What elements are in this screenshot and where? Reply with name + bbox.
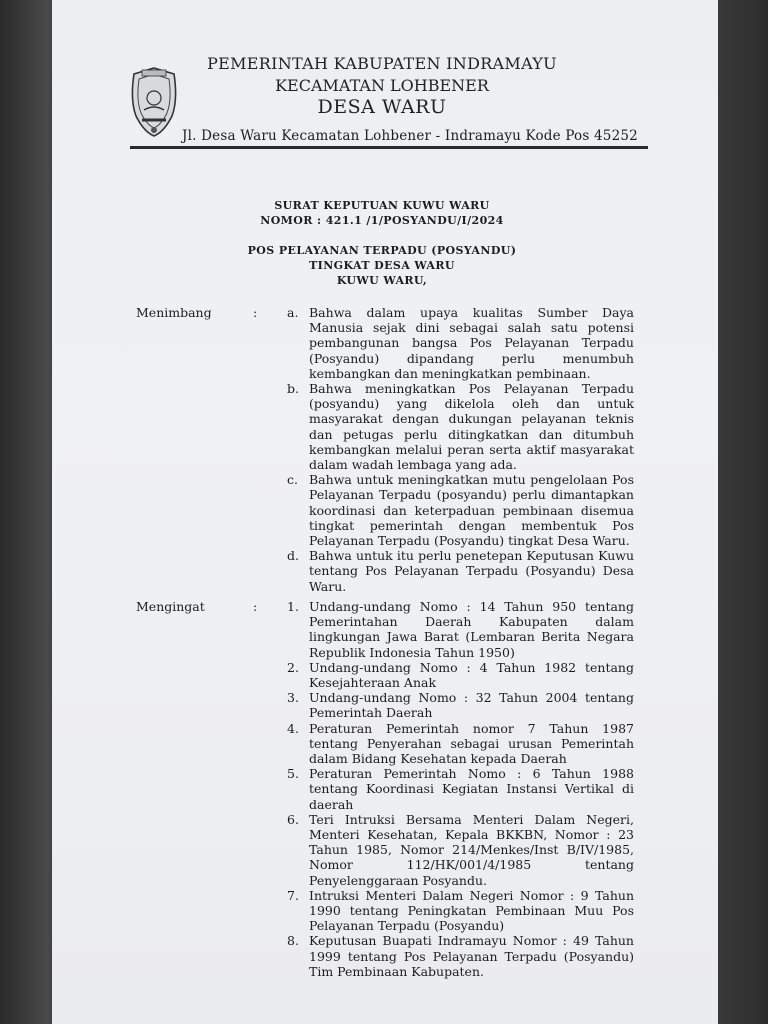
list-item — [287, 472, 634, 548]
item-text: Bahwa untuk meningkatkan mutu pengelolaan Pos Pelayanan Terpadu (posyandu) perlu dimantapkan koordinasi dan keterpaduan pembinaan disemua tingkat pemerintah dengan membentuk Pos Pelayanan Terpadu (Posyandu) tingkat Desa Waru. — [309, 472, 634, 549]
letterhead-line-1: PEMERINTAH KABUPATEN INDRAMAYU — [207, 54, 557, 73]
item-marker: c. — [287, 472, 298, 488]
item-text: Undang-undang Nomo : 4 Tahun 1982 tentang Kesejahteraan Anak — [309, 659, 634, 691]
item-marker: 8. — [287, 933, 299, 949]
letterhead-line-2: KECAMATAN LOHBENER — [275, 76, 489, 95]
menimbang-label: Menimbang — [136, 305, 212, 320]
item-marker: 1. — [287, 599, 299, 614]
item-text: Keputusan Buapati Indramayu Nomor : 49 Tahun 1999 tentang Pos Pelayanan Terpadu (Posyandu) Tim Pembinaan Kabupaten. — [309, 933, 634, 979]
item-text: Bahwa dalam upaya kualitas Sumber Daya Manusia sejak dini sebagai salah satu potensi pembangunan bangsa Pos Pelayanan Terpadu (Posyandu) dipandang perlu menumbuh kembangkan dan meningkatkan pembinaan. — [309, 305, 634, 381]
item-text: Teri Intruksi Bersama Menteri Dalam Negeri, Menteri Kesehatan, Kepala BKKBN, Nomor : 23 Tahun 1985, Nomor 214/Menkes/Inst B/IV/1985, Nomor 112/HK/001/4/1985 tentang Penyelenggaraan Posyandu. — [309, 811, 634, 888]
decree-subject-1: POS PELAYANAN TERPADU (POSYANDU) — [247, 244, 517, 257]
menimbang-colon: : — [253, 305, 258, 320]
item-marker: 4. — [287, 720, 299, 736]
item-marker: b. — [287, 381, 299, 397]
menimbang-list — [287, 305, 634, 594]
letterhead-rule — [130, 146, 648, 149]
item-text: Undang-undang Nomo : 32 Tahun 2004 tentang Pemerintah Daerah — [309, 690, 634, 721]
list-item — [287, 305, 634, 381]
item-marker: 3. — [287, 690, 299, 706]
list-item — [287, 548, 634, 594]
mengingat-label: Mengingat — [136, 599, 205, 614]
item-marker: 2. — [287, 659, 299, 675]
letterhead-line-3: DESA WARU — [317, 96, 447, 118]
item-text: Undang-undang Nomo : 14 Tahun 950 tentang Pemerintahan Daerah Kabupaten dalam lingkungan Jawa Barat (Lembaran Berita Negara Republik Indonesia Tahun 1950) — [309, 599, 634, 660]
item-marker: a. — [287, 305, 299, 320]
list-item — [287, 933, 634, 979]
list-item — [287, 888, 634, 934]
item-text: Peraturan Pemerintah nomor 7 Tahun 1987 tentang Penyerahan sebagai urusan Pemerintah dalam Bidang Kesehatan kepada Daerah — [309, 720, 634, 767]
letterhead-address: Jl. Desa Waru Kecamatan Lohbener - Indramayu Kode Pos 45252 — [182, 128, 638, 144]
decree-number: NOMOR : 421.1 /1/POSYANDU/I/2024 — [260, 214, 504, 227]
list-item — [287, 766, 634, 812]
list-item — [287, 690, 634, 720]
item-text: Bahwa meningkatkan Pos Pelayanan Terpadu (posyandu) yang dikelola oleh dan untuk masyarakat dengan dukungan pelayanan teknis dan petugas perlu ditingkatkan dan ditumbuh kembangkan melalui peran serta aktif masyarakat dalam wadah lembaga yang ada. — [309, 381, 634, 473]
item-marker: 6. — [287, 811, 299, 827]
list-item — [287, 812, 634, 888]
item-marker: 7. — [287, 887, 299, 903]
list-item — [287, 721, 634, 767]
decree-subject-2: TINGKAT DESA WARU — [309, 259, 455, 272]
item-text: Bahwa untuk itu perlu penetepan Keputusan Kuwu tentang Pos Pelayanan Terpadu (Posyandu) Desa Waru. — [309, 548, 634, 594]
mengingat-list — [287, 599, 634, 979]
decree-title: SURAT KEPUTUAN KUWU WARU — [274, 199, 490, 212]
item-marker: d. — [287, 548, 299, 564]
list-item — [287, 660, 634, 690]
document-page — [52, 0, 718, 1024]
decree-subject-3: KUWU WARU, — [336, 274, 428, 287]
item-marker: 5. — [287, 766, 299, 782]
list-item — [287, 381, 634, 472]
mengingat-colon: : — [253, 599, 258, 614]
list-item — [287, 599, 634, 660]
item-text: Peraturan Pemerintah Nomo : 6 Tahun 1988 tentang Koordinasi Kegiatan Instansi Vertikal di daerah — [309, 766, 634, 812]
item-text: Intruksi Menteri Dalam Negeri Nomor : 9 Tahun 1990 tentang Peningkatan Pembinaan Muu Pos Pelayanan Terpadu (Posyandu) — [309, 887, 634, 934]
